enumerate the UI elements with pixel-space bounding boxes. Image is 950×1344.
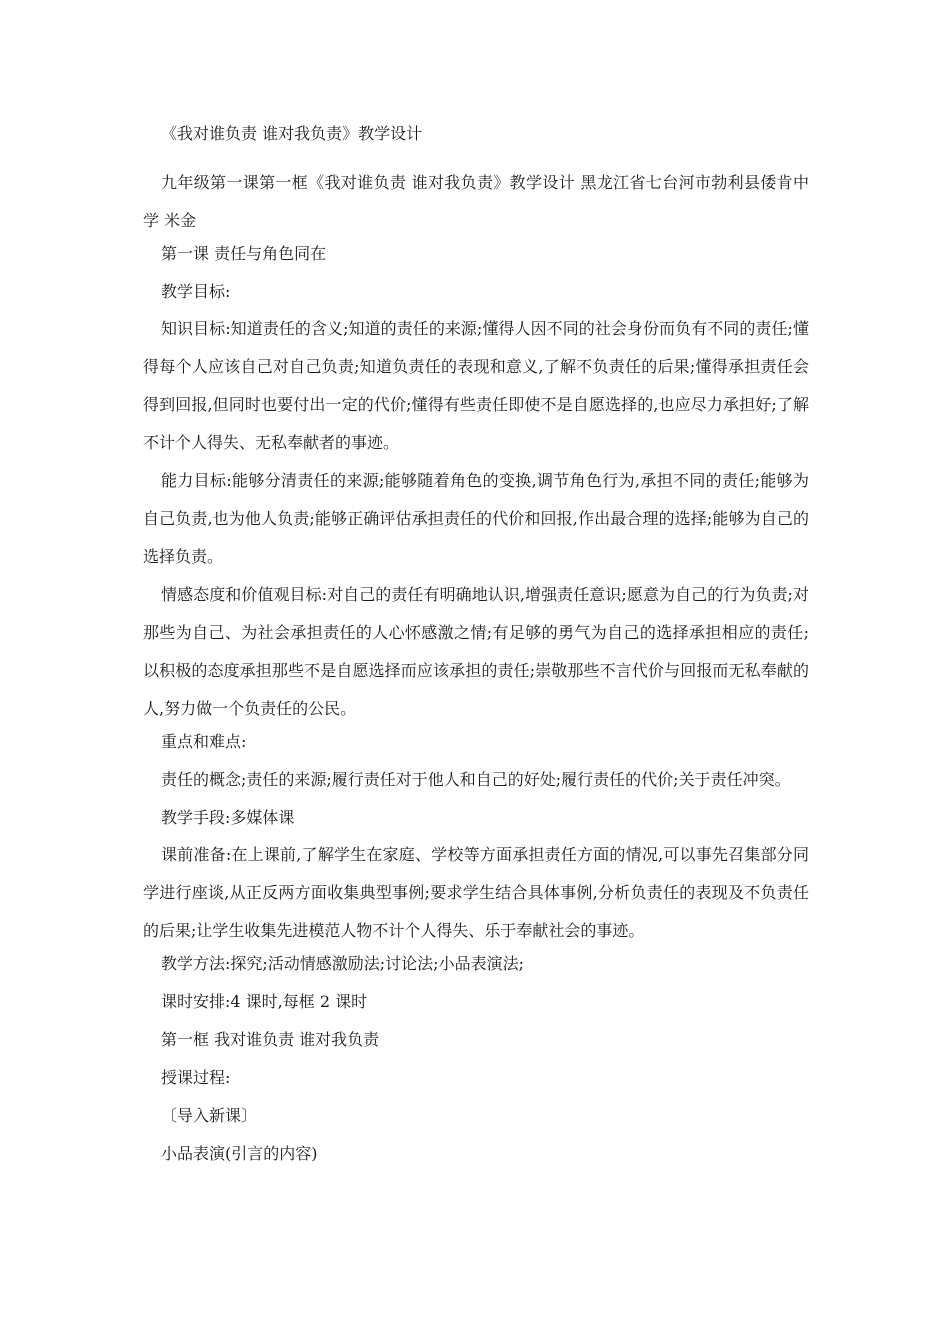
process-heading: 授课过程: (161, 1068, 231, 1087)
skit-line: 小品表演(引言的内容) (161, 1144, 318, 1163)
intro-heading: 〔导入新课〕 (161, 1106, 258, 1125)
key-points-text: 责任的概念;责任的来源;履行责任对于他人和自己的好处;履行责任的代价;关于责任冲突。 (161, 770, 791, 789)
frame-heading: 第一框 我对谁负责 谁对我负责 (161, 1030, 380, 1049)
document-title: 《我对谁负责 谁对我负责》教学设计 (161, 124, 423, 143)
ability-goal-paragraph: 能力目标:能够分清责任的来源;能够随着角色的变换,调节角色行为,承担不同的责任;能够为自己负责,也为他人负责;能够正确评估承担责任的代价和回报,作出最合理的选择;能够为自己的选择负责。 (143, 471, 809, 566)
key-points-heading: 重点和难点: (161, 732, 247, 751)
teaching-methods: 教学方法:探究;活动情感激励法;讨论法;小品表演法; (161, 954, 524, 973)
schedule: 课时安排:4 课时,每框 2 课时 (161, 992, 368, 1011)
preparation-paragraph: 课前准备:在上课前,了解学生在家庭、学校等方面承担责任方面的情况,可以事先召集部分同学进行座谈,从正反两方面收集典型事例;要求学生结合具体事例,分析负责任的表现及不负责任的后果;让学生收集先进模范人物不计个人得失、乐于奉献社会的事迹。 (143, 845, 809, 940)
goals-heading: 教学目标: (161, 282, 231, 301)
document-subtitle: 九年级第一课第一框《我对谁负责 谁对我负责》教学设计 黑龙江省七台河市勃利县倭肯中学 米金 (143, 173, 809, 230)
knowledge-goal-paragraph: 知识目标:知道责任的含义;知道的责任的来源;懂得人因不同的社会身份而负有不同的责任;懂得每个人应该自己对自己负责;知道负责任的表现和意义,了解不负责任的后果;懂得承担责任会得到回报,但同时也要付出一定的代价;懂得有些责任即使不是自愿选择的,也应尽力承担好;了解不计个人得失、无私奉献者的事迹。 (143, 319, 809, 452)
lesson-heading: 第一课 责任与角色同在 (161, 244, 327, 263)
teaching-means: 教学手段:多媒体课 (161, 808, 295, 827)
document-body (143, 124, 809, 1182)
emotion-goal-paragraph: 情感态度和价值观目标:对自己的责任有明确地认识,增强责任意识;愿意为自己的行为负责;对那些为自己、为社会承担责任的人心怀感激之情;有足够的勇气为自己的选择承担相应的责任;以积极的态度承担那些不是自愿选择而应该承担的责任;崇敬那些不言代价与回报而无私奉献的人,努力做一个负责任的公民。 (143, 585, 809, 718)
